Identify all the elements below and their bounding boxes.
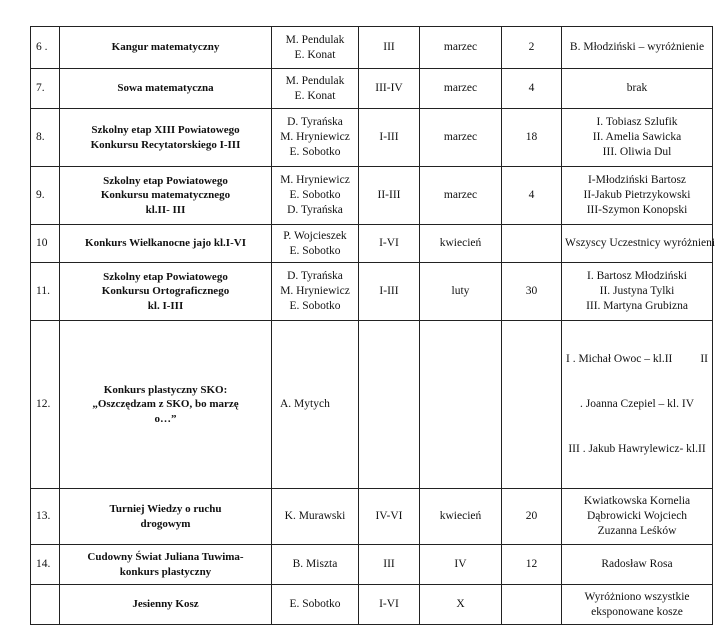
table-row [31,225,713,263]
results: Wszyscy Uczestnicy wyróżnieni [562,225,713,263]
table-row [31,321,713,489]
table-row [31,489,713,545]
row-number [31,585,60,625]
row-number: 13. [31,489,60,545]
teachers: M. Pendulak E. Konat [272,69,359,109]
grades: III [359,27,420,69]
teachers: E. Sobotko [272,585,359,625]
table-row [31,109,713,167]
row-number: 14. [31,545,60,585]
competition-name: Szkolny etap Powiatowego Konkursu matematycznego kl.II- III [60,167,272,225]
row-number: 12. [31,321,60,489]
month: marzec [420,167,502,225]
grades [359,321,420,489]
competition-name: Cudowny Świat Juliana Tuwima- konkurs plastyczny [60,545,272,585]
month: IV [420,545,502,585]
table-body [31,27,716,625]
teachers: M. Pendulak E. Konat [272,27,359,69]
competition-name: Jesienny Kosz [60,585,272,625]
participant-count: 30 [502,263,562,321]
results: I . Michał Owoc – kl.II II . Joanna Czepiel – kl. IV III . Jakub Hawrylewicz- kl.II [562,321,713,489]
results: Kwiatkowska Kornelia Dąbrowicki Wojciech Zuzanna Leśków [562,489,713,545]
row-number: 7. [31,69,60,109]
participant-count [502,585,562,625]
row-number: 6 . [31,27,60,69]
row-number: 11. [31,263,60,321]
teachers: B. Miszta [272,545,359,585]
teachers: M. Hryniewicz E. Sobotko D. Tyrańska [272,167,359,225]
results: I-Młodziński Bartosz II-Jakub Pietrzykowski III-Szymon Konopski [562,167,713,225]
participant-count [502,321,562,489]
results: I. Tobiasz Szlufik II. Amelia Sawicka III. Oliwia Dul [562,109,713,167]
teachers: P. Wojcieszek E. Sobotko [272,225,359,263]
month: marzec [420,109,502,167]
competitions-table [30,26,716,625]
grades: I-VI [359,225,420,263]
teachers: D. Tyrańska M. Hryniewicz E. Sobotko [272,263,359,321]
table-row [31,545,713,585]
teachers: D. Tyrańska M. Hryniewicz E. Sobotko [272,109,359,167]
participant-count: 20 [502,489,562,545]
table-row [31,167,713,225]
grades: I-III [359,109,420,167]
participant-count: 4 [502,167,562,225]
table-row [31,27,713,69]
participant-count: 12 [502,545,562,585]
month: luty [420,263,502,321]
grades: II-III [359,167,420,225]
month [420,321,502,489]
results: brak [562,69,713,109]
row-number: 10 [31,225,60,263]
grades: IV-VI [359,489,420,545]
competition-name: Konkurs Wielkanocne jajo kl.I-VI [60,225,272,263]
table-row [31,585,713,625]
month: marzec [420,69,502,109]
month: kwiecień [420,489,502,545]
participant-count [502,225,562,263]
results: B. Młodziński – wyróżnienie [562,27,713,69]
grades: III-IV [359,69,420,109]
month: marzec [420,27,502,69]
competition-name: Kangur matematyczny [60,27,272,69]
competition-name: Konkurs plastyczny SKO: „Oszczędzam z SKO, bo marzę o…” [60,321,272,489]
participant-count: 2 [502,27,562,69]
competition-name: Turniej Wiedzy o ruchu drogowym [60,489,272,545]
table-row [31,263,713,321]
participant-count: 18 [502,109,562,167]
results: Wyróżniono wszystkie eksponowane kosze [562,585,713,625]
row-number: 8. [31,109,60,167]
competition-name: Sowa matematyczna [60,69,272,109]
month: kwiecień [420,225,502,263]
row-number: 9. [31,167,60,225]
competition-name: Szkolny etap Powiatowego Konkursu Ortograficznego kl. I-III [60,263,272,321]
participant-count: 4 [502,69,562,109]
grades: I-VI [359,585,420,625]
results: Radosław Rosa [562,545,713,585]
table-row [31,69,713,109]
grades: III [359,545,420,585]
results: I. Bartosz Młodziński II. Justyna Tylki III. Martyna Grubizna [562,263,713,321]
teachers: K. Murawski [272,489,359,545]
month: X [420,585,502,625]
grades: I-III [359,263,420,321]
competition-name: Szkolny etap XIII Powiatowego Konkursu Recytatorskiego I-III [60,109,272,167]
teachers: A. Mytych [272,321,359,489]
